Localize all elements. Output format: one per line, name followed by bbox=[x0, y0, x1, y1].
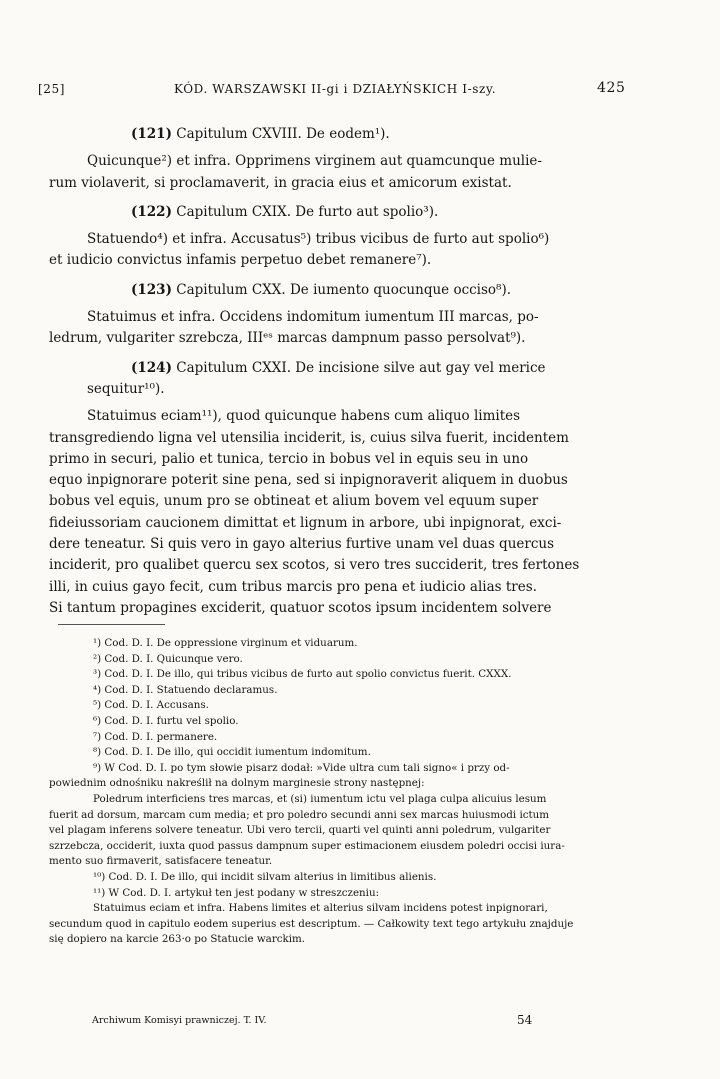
footnote: ⁹) W Cod. D. I. po tym słowie pisarz dodał: »Vide ultra cum tali signo« i przy od- bbox=[93, 761, 510, 774]
footnote: ⁶) Cod. D. I. furtu vel spolio. bbox=[93, 714, 239, 727]
running-header bbox=[0, 82, 720, 102]
footnote: ²) Cod. D. I. Quicunque vero. bbox=[93, 652, 243, 665]
main-text bbox=[49, 124, 599, 619]
chapter-paragraph: Statuimus et infra. Occidens indomitum iumentum III marcas, po- ledrum, vulgariter szrebcza, IIIᵉˢ marcas dampnum passo persolvat⁹). bbox=[49, 309, 539, 347]
chapter-heading: (121) Capitulum CXVIII. De eodem¹). bbox=[131, 126, 390, 142]
footnote-quote: Poledrum interficiens tres marcas, et (si) iumentum ictu vel plaga culpa alicuius lesum bbox=[93, 792, 547, 805]
page-footer bbox=[92, 1015, 612, 1026]
chapter-heading-continuation: sequitur¹⁰). bbox=[87, 380, 165, 397]
footnote-line: vel plagam inferens solvere teneatur. Ubi vero tercii, quarti vel quinti anni poledrum, vulgariter bbox=[49, 824, 551, 837]
footnote-line: szrzebcza, occiderit, iuxta quod passus dampnum super estimacionem eiusdem poledri occisi iura- bbox=[49, 839, 565, 852]
footnote-separator bbox=[58, 624, 165, 625]
footnote: ⁵) Cod. D. I. Accusans. bbox=[93, 699, 209, 712]
signature-mark: 54 bbox=[517, 1013, 533, 1027]
footnote: ¹⁰) Cod. D. I. De illo, qui incidit silvam alterius in limitibus alienis. bbox=[93, 870, 437, 883]
footnote: ¹¹) W Cod. D. I. artykuł ten jest podany w streszczeniu: bbox=[93, 886, 380, 899]
footnote: ⁸) Cod. D. I. De illo, qui occidit iumentum indomitum. bbox=[93, 746, 371, 759]
footnote: ¹) Cod. D. I. De oppressione virginum et viduarum. bbox=[93, 637, 358, 649]
footer-series: Archiwum Komisyi prawniczej. T. IV. bbox=[92, 1015, 267, 1026]
footnote-line: fuerit ad dorsum, marcam cum media; et pro poledro secundi anni sex marcas huiusmodi ictum bbox=[49, 808, 550, 821]
footnote-quote: Statuimus eciam et infra. Habens limites et alterius silvam incidens potest inpignorari, bbox=[93, 902, 548, 915]
footnote-line: powiednim odnośniku nakreślił na dolnym marginesie strony następnej: bbox=[49, 777, 425, 790]
footnote-line: się dopiero na karcie 263·o po Statucie warckim. bbox=[49, 933, 306, 946]
footnote-line: mento suo firmaverit, satisfacere teneatur. bbox=[49, 855, 273, 868]
footnote: ⁴) Cod. D. I. Statuendo declaramus. bbox=[93, 683, 278, 696]
footnote: ³) Cod. D. I. De illo, qui tribus vicibus de furto aut spolio convictus fuerit. CXXX. bbox=[93, 668, 512, 681]
chapter-heading: (122) Capitulum CXIX. De furto aut spolio³). bbox=[131, 203, 439, 220]
chapter-paragraph: Statuimus eciam¹¹), quod quicunque habens cum aliquo limites transgrediendo ligna vel utensilia inciderit, is, cuius silva fuerit, incidentem primo in securi, palio et tunica, tercio in bobus vel in equis seu in uno equo inpignorare poterit sine pena, sed si inpignoraverit aliquem in duobus bobus vel equis, unum pro se obtineat et alium bovem vel equum super fideiussoriam caucionem dimittat et lignum in arbore, ubi inpignorat, exci- dere teneatur. Si quis vero in gayo alterius furtive unam vel duas quercus inciderit, pro qualibet quercu sex scotos, si vero tres succiderit, tres fertones illi, in cuius gayo fecit, cum tribus marcis pro pena et iudicio alias tres. Si tantum propagines exciderit, quatuor scotos ipsum incidentem solvere bbox=[49, 408, 580, 616]
header-left: [25] bbox=[38, 82, 66, 96]
chapter-paragraph: Quicunque²) et infra. Opprimens virginem aut quamcunque mulie- rum violaverit, si proclamaverit, in gracia eius et amicorum existat. bbox=[49, 153, 542, 191]
chapter-paragraph: Statuendo⁴) et infra. Accusatus⁵) tribus vicibus de furto aut spolio⁶) et iudicio convictus infamis perpetuo debet remanere⁷). bbox=[49, 231, 550, 269]
chapter-heading: (123) Capitulum CXX. De iumento quocunque occiso⁸). bbox=[131, 281, 512, 298]
chapter-heading: (124) Capitulum CXXI. De incisione silve aut gay vel merice bbox=[131, 359, 546, 376]
footnote-line: secundum quod in capitulo eodem superius est descriptum. — Całkowity text tego artykułu znajduje bbox=[49, 917, 574, 930]
footnote: ⁷) Cod. D. I. permanere. bbox=[93, 730, 218, 743]
header-title: KÓD. WARSZAWSKI II-gi i DZIAŁYŃSKICH I-szy. bbox=[174, 82, 497, 96]
footnotes bbox=[49, 636, 599, 948]
page-number: 425 bbox=[597, 80, 626, 96]
